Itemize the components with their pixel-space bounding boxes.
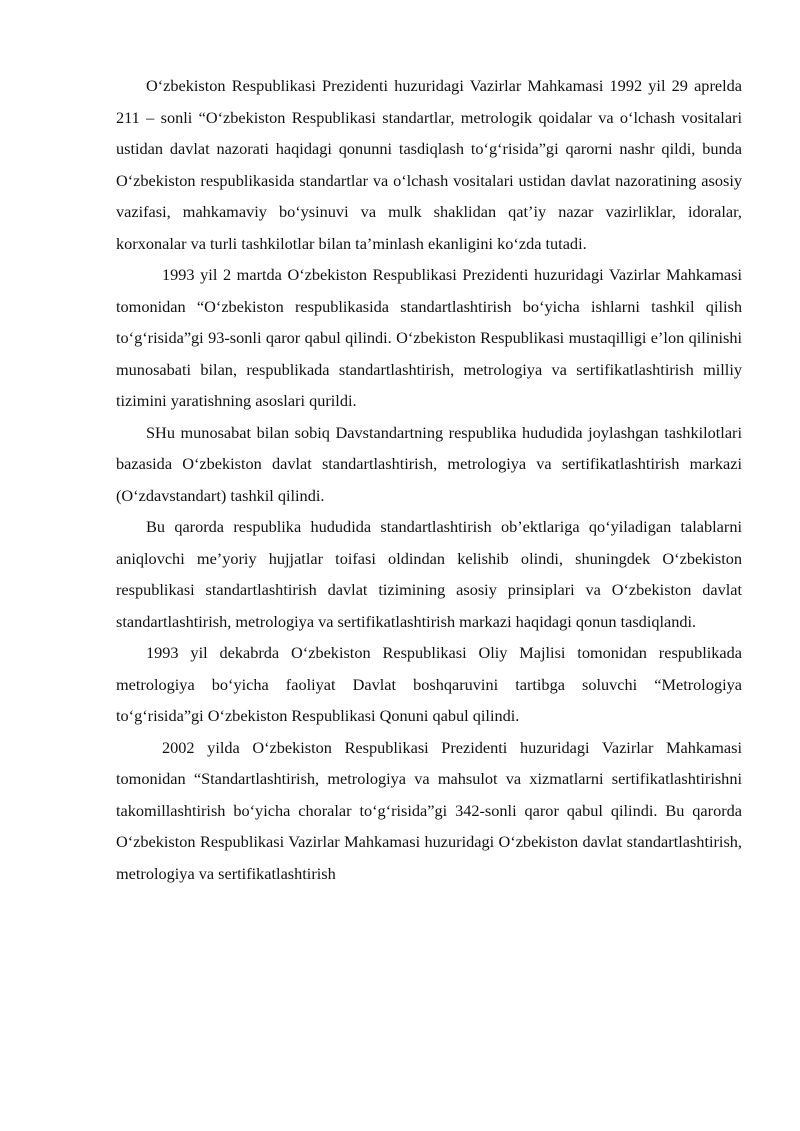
paragraph-uzdavstandart: SHu munosabat bilan sobiq Davstandartning respublika hududida joylashgan tashkilotlari bazasida O‘zbekiston davlat standartlashtirish, metrologiya va sertifikatlashtirish markazi (O‘zdavstandart) tashkil qilindi. xyxy=(116,422,742,505)
document-page xyxy=(116,70,742,889)
paragraph-2002-decree: 2002 yilda O‘zbekiston Respublikasi Prezidenti huzuridagi Vazirlar Mahkamasi tomonidan “Standartlashtirish, metrologiya va mahsulot va xizmatlarni sertifikatlashtirishni takomillashtirish bo‘yicha choralar to‘g‘risida”gi 342-sonli qaror qabul qilindi. Bu qarorda O‘zbekiston Respublikasi Vazirlar Mahkamasi huzuridagi O‘zbekiston davlat standartlashtirish, metrologiya va sertifikatlashtirish xyxy=(116,737,742,883)
paragraph-1993-march-decree: 1993 yil 2 martda O‘zbekiston Respublikasi Prezidenti huzuridagi Vazirlar Mahkamasi tomonidan “O‘zbekiston respublikasida standartlashtirish bo‘yicha ishlarni tashkil qilish to‘g‘risida”gi 93-sonli qaror qabul qilindi. O‘zbekiston Respublikasi mustaqilligi e’lon qilinishi munosabati bilan, respublikada standartlashtirish, metrologiya va sertifikatlashtirish milliy tizimini yaratishning asoslari qurildi. xyxy=(116,265,742,410)
paragraph-1992-decree: O‘zbekiston Respublikasi Prezidenti huzuridagi Vazirlar Mahkamasi 1992 yil 29 aprelda 211 – sonli “O‘zbekiston Respublikasi standartlar, metrologik qoidalar va o‘lchash vositalari ustidan davlat nazorati haqidagi qonunni tasdiqlash to‘g‘risida”gi qarorni nashr qildi, bunda O‘zbekiston respublikasida standartlar va o‘lchash vositalari ustidan davlat nazoratining asosiy vazifasi, mahkamaviy bo‘ysinuvi va mulk shaklidan qat’iy nazar vazirliklar, idoralar, korxonalar va turli tashkilotlar bilan ta’minlash ekanligini ko‘zda tutadi. xyxy=(116,76,742,253)
paragraph-normative-documents: Bu qarorda respublika hududida standartlashtirish ob’ektlariga qo‘yiladigan talablarni aniqlovchi me’yoriy hujjatlar toifasi oldindan kelishib olindi, shuningdek O‘zbekiston respublikasi standartlashtirish davlat tizimining asosiy prinsiplari va O‘zbekiston davlat standartlashtirish, metrologiya va sertifikatlashtirish markazi haqidagi qonun tasdiqlandi. xyxy=(116,517,742,631)
paragraph-metrology-law: 1993 yil dekabrda O‘zbekiston Respublikasi Oliy Majlisi tomonidan respublikada metrologiya bo‘yicha faoliyat Davlat boshqaruvini tartibga soluvchi “Metrologiya to‘g‘risida”gi O‘zbekiston Respublikasi Qonuni qabul qilindi. xyxy=(116,643,742,725)
